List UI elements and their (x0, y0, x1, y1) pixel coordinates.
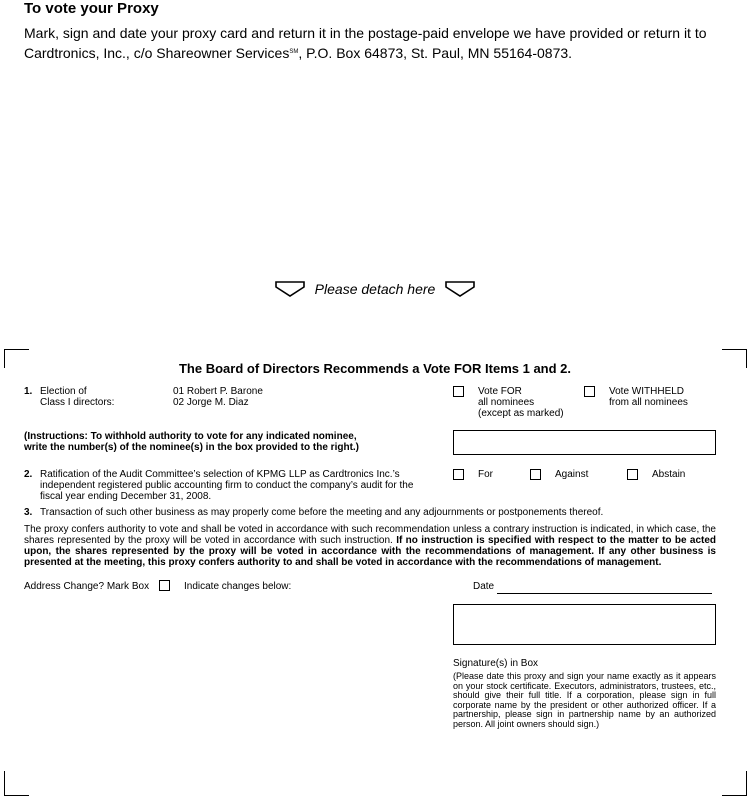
item2-abstain-label: Abstain (652, 469, 686, 480)
item3-text: Transaction of such other business as may properly come before the meeting and any adjournments or postponements thereof. (40, 507, 604, 518)
down-arrow-icon (445, 281, 475, 297)
vote-for-label-line1: Vote FOR (478, 386, 522, 397)
vote-for-label-line2: all nominees (478, 397, 535, 408)
down-arrow-icon (275, 281, 305, 297)
authority-bold-text: If no instruction is specified with respect to the matter to be acted upon, the shares represented by the proxy will be voted in accordance with the recommendations of management. If any other business is presented at the meeting, this proxy confers authority to and shall be voted in accordance with the recommendations of management. (24, 535, 717, 568)
item2-against-checkbox[interactable] (530, 469, 541, 480)
item2-line2: independent registered public accounting firm to conduct the company’s audit for the (40, 480, 414, 491)
vote-withheld-checkbox[interactable] (584, 386, 595, 397)
address-change-label: Address Change? Mark Box (24, 581, 150, 592)
crop-mark-bottom-right (722, 771, 747, 796)
instructions-line2: write the number(s) of the nominee(s) in the box provided to the right.) (24, 442, 360, 453)
detach-label: Please detach here (314, 281, 436, 297)
nominee-1: 01 Robert P. Barone (173, 386, 263, 397)
intro-text-part2: , P.O. Box 64873, St. Paul, MN 55164-0873. (298, 45, 573, 61)
item2-against-label: Against (555, 469, 589, 480)
date-input-line[interactable] (497, 593, 712, 594)
signature-box[interactable] (453, 604, 716, 645)
indicate-changes-label: Indicate changes below: (184, 581, 292, 592)
vote-for-all-checkbox[interactable] (453, 386, 464, 397)
item1-label-line2: Class I directors: (40, 397, 115, 408)
item1-number: 1. (24, 386, 33, 397)
date-label: Date (473, 581, 495, 592)
nominee-2: 02 Jorge M. Diaz (173, 397, 249, 408)
item3-number: 3. (24, 507, 33, 518)
intro-text-part1: Mark, sign and date your proxy card and return it in the postage-paid envelope we have provided or return it to Cardtronics, Inc., c/o Shareowner Services (24, 25, 707, 61)
board-heading: The Board of Directors Recommends a Vote FOR Items 1 and 2. (178, 361, 572, 376)
item1-label-line1: Election of (40, 386, 87, 397)
nominee-exception-input[interactable] (453, 430, 716, 455)
item2-for-checkbox[interactable] (453, 469, 464, 480)
item2-for-label: For (478, 469, 493, 480)
intro-text (24, 24, 734, 63)
signature-instructions: (Please date this proxy and sign your name exactly as it appears on your stock certificate. Executors, administrators, trustees, etc., should give their full title. If a corporation, please sign in full corporate name by the president or other authorized officer. If a partnership, please sign in partnership name by an authorized person. All joint owners should sign.) (453, 671, 716, 729)
item2-abstain-checkbox[interactable] (627, 469, 638, 480)
detach-row (0, 281, 750, 300)
withheld-label-line2: from all nominees (609, 397, 688, 408)
withheld-label-line1: Vote WITHHELD (609, 386, 685, 397)
address-change-checkbox[interactable] (159, 580, 170, 591)
crop-mark-bottom-left (4, 771, 29, 796)
item2-line3: fiscal year ending December 31, 2008. (40, 491, 212, 502)
instructions-line1: (Instructions: To withhold authority to vote for any indicated nominee, (24, 431, 357, 442)
signature-label: Signature(s) in Box (453, 658, 539, 669)
item2-number: 2. (24, 469, 33, 480)
item2-line1: Ratification of the Audit Committee’s selection of KPMG LLP as Cardtronics Inc.’s (40, 469, 400, 480)
page-title: To vote your Proxy (24, 0, 159, 17)
authority-paragraph (24, 524, 716, 568)
service-mark: SM (289, 49, 299, 55)
authority-text: The proxy confers authority to vote and shall be voted in accordance with such recommendation unless a contrary instruction is indicated, in which case, the shares represented by the proxy will be voted in accordance with such instruction. (24, 524, 716, 546)
vote-for-label-line3: (except as marked) (478, 408, 564, 419)
